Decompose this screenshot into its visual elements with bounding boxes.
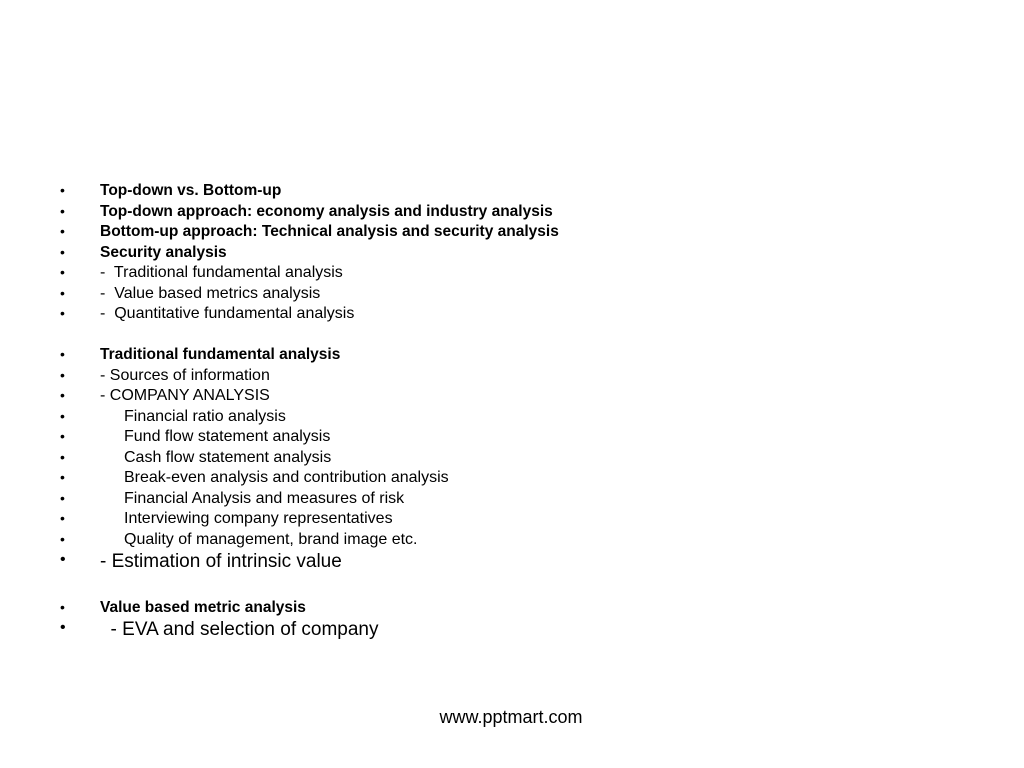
bullet: •: [60, 619, 66, 636]
list-item: [0, 183, 1000, 205]
bullet: •: [60, 510, 65, 526]
bullet: •: [60, 203, 65, 219]
list-item-text: Financial Analysis and measures of risk: [124, 490, 405, 507]
bullet: •: [60, 264, 65, 280]
bullet: •: [60, 531, 65, 547]
list-item-text: - EVA and selection of company: [100, 619, 379, 640]
bullet: •: [60, 408, 65, 424]
bullet: •: [60, 428, 65, 444]
bullet: •: [60, 367, 65, 383]
list-item: [0, 224, 1000, 246]
list-item-text: Security analysis: [100, 244, 227, 261]
bullet: •: [60, 346, 65, 362]
bullet: •: [60, 182, 65, 198]
list-item-text: - Quantitative fundamental analysis: [100, 305, 355, 322]
bullet: •: [60, 244, 65, 260]
bullet: •: [60, 285, 65, 301]
list-item-text: Fund flow statement analysis: [124, 428, 331, 445]
list-item-text: - COMPANY ANALYSIS: [100, 387, 270, 404]
list-item: [0, 511, 1000, 533]
list-item-text: Cash flow statement analysis: [124, 449, 332, 466]
bullet: •: [60, 490, 65, 506]
bullet: •: [60, 305, 65, 321]
list-item: [0, 429, 1000, 451]
list-item-text: - Traditional fundamental analysis: [100, 264, 343, 281]
list-item-text: Value based metric analysis: [100, 599, 306, 616]
list-item-text: - Sources of information: [100, 367, 270, 384]
list-item-text: Break-even analysis and contribution analysis: [124, 469, 449, 486]
list-item-text: - Estimation of intrinsic value: [100, 551, 342, 572]
list-item: [0, 552, 1000, 574]
list-item-text: Top-down vs. Bottom-up: [100, 182, 282, 199]
list-item: [0, 265, 1000, 287]
list-item: [0, 388, 1000, 410]
list-item-text: Traditional fundamental analysis: [100, 346, 341, 363]
list-item-text: - Value based metrics analysis: [100, 285, 321, 302]
bullet: •: [60, 599, 65, 615]
list-item-text: Quality of management, brand image etc.: [124, 531, 418, 548]
list-item: [0, 306, 1000, 328]
list-item: [0, 347, 1000, 369]
list-item-text: Bottom-up approach: Technical analysis and security analysis: [100, 223, 559, 240]
list-item: [0, 470, 1000, 492]
bullet: •: [60, 469, 65, 485]
list-item-text: Top-down approach: economy analysis and industry analysis: [100, 203, 553, 220]
bullet: •: [60, 449, 65, 465]
footer-url: [0, 707, 1024, 728]
list-item-text: Financial ratio analysis: [124, 408, 286, 425]
list-item: [0, 620, 1000, 642]
bullet: •: [60, 551, 66, 568]
bullet: •: [60, 223, 65, 239]
footer-url-text: www.pptmart.com: [439, 707, 583, 727]
list-item-text: Interviewing company representatives: [124, 510, 393, 527]
bullet: •: [60, 387, 65, 403]
